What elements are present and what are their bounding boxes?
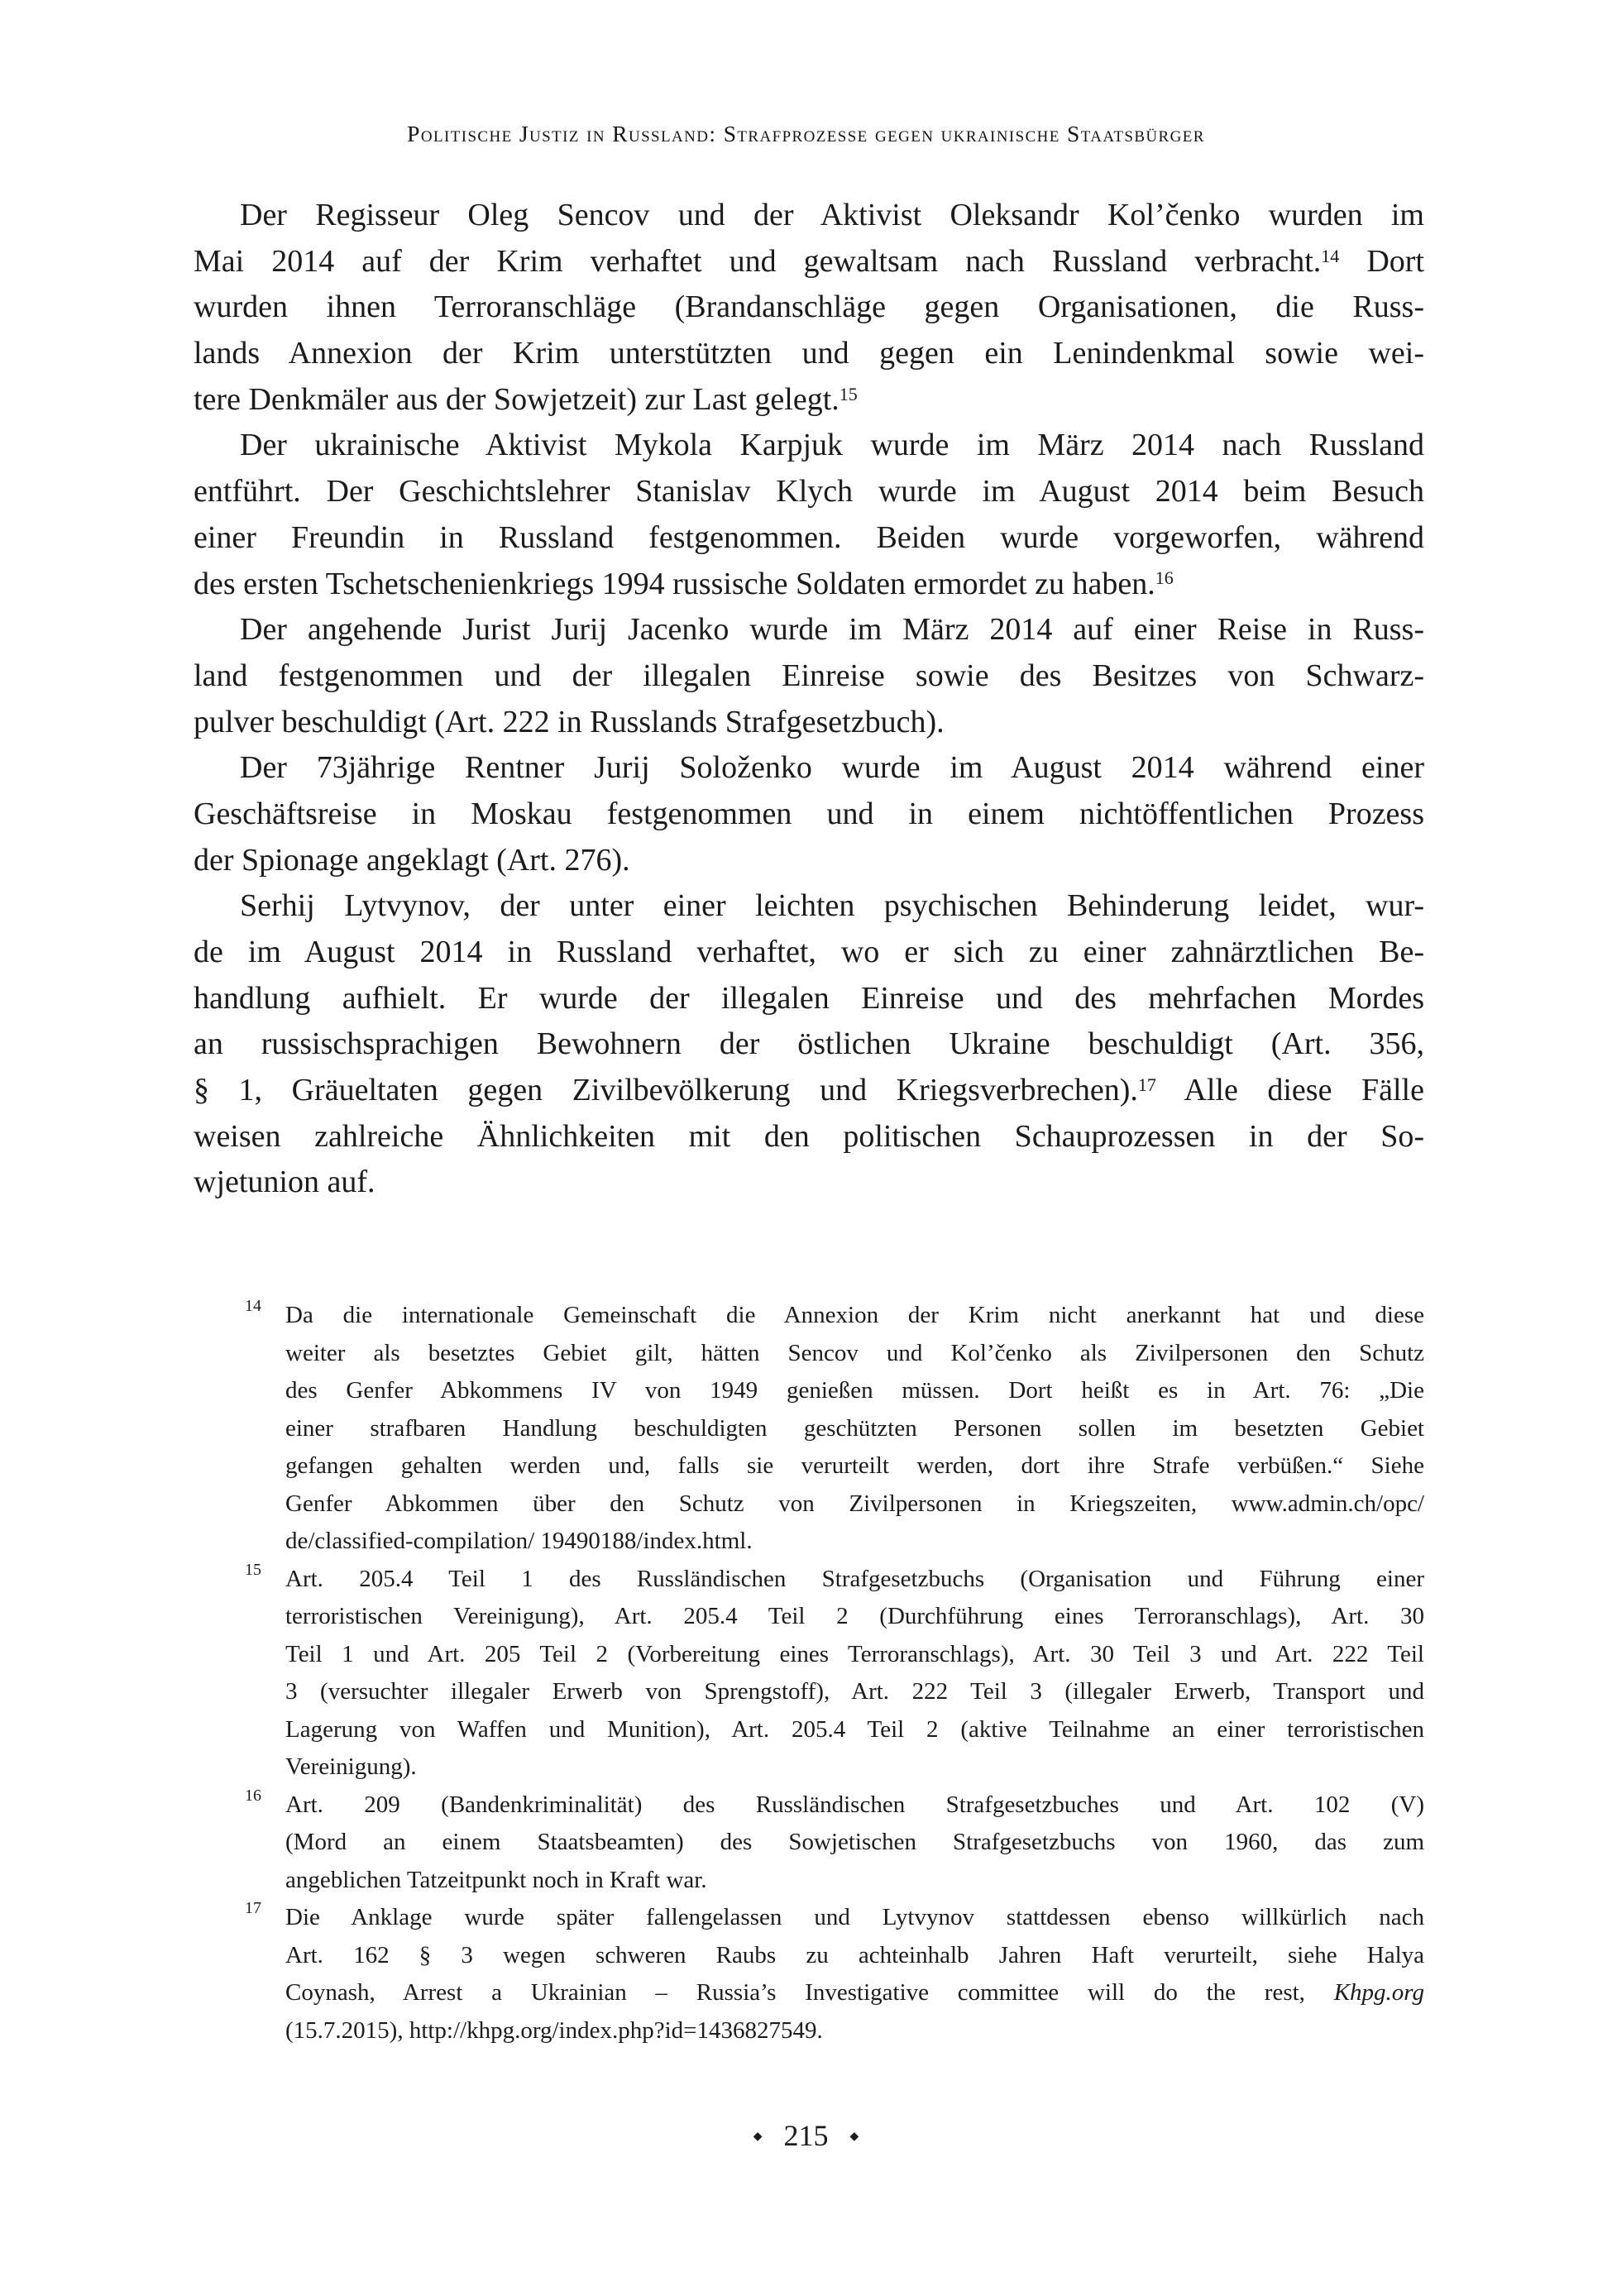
text-segment: einer Freundin in Russland festgenommen. Beiden wurde vorgeworfen, während xyxy=(194,519,1424,555)
footnote-number: 17 xyxy=(245,1899,261,1917)
footnote-line xyxy=(285,1372,1424,1410)
text-segment: des Genfer Abkommens IV von 1949 genießen müssen. Dort heißt es in Art. 76: „Die xyxy=(285,1377,1424,1404)
footnotes xyxy=(245,1297,1424,2050)
paragraph-2 xyxy=(194,423,1424,607)
footnote-line xyxy=(285,1711,1424,1749)
footnote-line xyxy=(285,1862,1424,1900)
text-segment: Art. 209 (Bandenkriminalität) des Russländischen Strafgesetzbuches und Art. 102 (V) xyxy=(285,1791,1424,1818)
text-segment: terroristischen Vereinigung), Art. 205.4 Teil 2 (Durchführung eines Terroranschlags), Art. 30 xyxy=(285,1603,1424,1629)
text-segment: Vereinigung). xyxy=(285,1753,417,1780)
text-segment: Der 73jährige Rentner Jurij Soloženko wurde im August 2014 während einer xyxy=(240,750,1424,786)
body-line xyxy=(194,1114,1424,1160)
text-segment: wurden ihnen Terroranschläge (Brandanschläge gegen Organisationen, die Russ- xyxy=(194,289,1424,325)
body-line xyxy=(194,883,1424,930)
paragraph-4 xyxy=(194,745,1424,883)
text-segment: Teil 1 und Art. 205 Teil 2 (Vorbereitung eines Terroranschlags), Art. 30 Teil 3 und Art. 222 Teil xyxy=(285,1640,1424,1667)
body-line xyxy=(194,1068,1424,1114)
footnote-number: 16 xyxy=(245,1786,261,1805)
body-line xyxy=(194,1021,1424,1068)
text-segment: § 1, Gräueltaten gegen Zivilbevölkerung und Kriegsverbrechen). xyxy=(194,1073,1138,1108)
text-segment: angeblichen Tatzeitpunkt noch in Kraft war. xyxy=(285,1866,707,1893)
text-segment: land festgenommen und der illegalen Einreise sowie des Besitzes von Schwarz- xyxy=(194,658,1424,693)
text-segment: an russischsprachigen Bewohnern der östlichen Ukraine beschuldigt (Art. 356, xyxy=(194,1026,1424,1062)
footnote-line xyxy=(285,2012,1424,2050)
text-segment: entführt. Der Geschichtslehrer Stanislav Klych wurde im August 2014 beim Besuch xyxy=(194,474,1424,509)
text-segment: Art. 205.4 Teil 1 des Russländischen Strafgesetzbuchs (Organisation und Führung einer xyxy=(285,1565,1424,1592)
footnote-15 xyxy=(245,1560,1424,1787)
body-line xyxy=(194,469,1424,515)
text-segment: des ersten Tschetschenienkriegs 1994 russische Soldaten ermordet zu haben. xyxy=(194,566,1155,601)
text-segment: 3 (versuchter illegaler Erwerb von Sprengstoff), Art. 222 Teil 3 (illegaler Erwerb, Transport und xyxy=(285,1678,1424,1705)
text-segment: Alle diese Fälle xyxy=(1155,1073,1424,1108)
footnote-line xyxy=(285,1673,1424,1711)
footnote-marker: 16 xyxy=(1155,567,1174,589)
paragraph-3 xyxy=(194,607,1424,745)
body-line xyxy=(194,331,1424,377)
text-segment: Art. 162 § 3 wegen schweren Raubs zu achteinhalb Jahren Haft verurteilt, siehe Halya xyxy=(285,1941,1424,1968)
text-segment: Coynash, Arrest a Ukrainian – Russia’s Investigative committee will do the rest, xyxy=(285,1979,1334,2006)
text-segment: weisen zahlreiche Ähnlichkeiten mit den politischen Schauprozessen in der So- xyxy=(194,1118,1424,1154)
footnote-line xyxy=(285,1636,1424,1674)
footnote-line xyxy=(285,1787,1424,1825)
text-segment: Serhij Lytvynov, der unter einer leichten psychischen Behinderung leidet, wur- xyxy=(240,888,1424,924)
text-segment: Die Anklage wurde später fallengelassen und Lytvynov stattdessen ebenso willkürlich nach xyxy=(285,1904,1424,1930)
body-line xyxy=(194,515,1424,562)
footnote-17 xyxy=(245,1899,1424,2050)
body-line xyxy=(194,239,1424,285)
footnote-marker: 17 xyxy=(1137,1074,1156,1096)
footnote-line xyxy=(285,1748,1424,1787)
footnote-14 xyxy=(245,1297,1424,1561)
body-line xyxy=(194,930,1424,976)
text-segment: Genfer Abkommen über den Schutz von Zivilpersonen in Kriegszeiten, www.admin.ch/opc/ xyxy=(285,1490,1424,1517)
footnote-marker: 14 xyxy=(1321,245,1340,266)
diamond-icon: ◆ xyxy=(849,2131,859,2143)
footnote-line xyxy=(285,1937,1424,1975)
body-line xyxy=(194,745,1424,792)
footnote-line xyxy=(285,1974,1424,2012)
body-line xyxy=(194,976,1424,1022)
footnote-16 xyxy=(245,1786,1424,1900)
text-segment: pulver beschuldigt (Art. 222 in Russlands Strafgesetzbuch). xyxy=(194,704,945,739)
footnote-marker: 15 xyxy=(839,383,858,404)
text-segment: Da die internationale Gemeinschaft die Annexion der Krim nicht anerkannt hat und diese xyxy=(285,1302,1424,1328)
running-header: Politische Justiz in Russland: Strafprozesse gegen ukrainische Staatsbürger xyxy=(407,121,1205,146)
text-segment: einer strafbaren Handlung beschuldigten geschützten Personen sollen im besetzten Gebiet xyxy=(285,1414,1424,1442)
text-segment: Der ukrainische Aktivist Mykola Karpjuk wurde im März 2014 nach Russland xyxy=(240,428,1424,463)
page-number-row xyxy=(0,2117,1612,2161)
footnote-line xyxy=(285,1297,1424,1335)
text-segment: gefangen gehalten werden und, falls sie verurteilt werden, dort ihre Strafe verbüßen.“ Siehe xyxy=(285,1452,1424,1479)
page-number: 215 xyxy=(783,2119,829,2152)
body-line xyxy=(194,653,1424,700)
text-segment: der Spionage angeklagt (Art. 276). xyxy=(194,842,630,878)
text-segment: Mai 2014 auf der Krim verhaftet und gewaltsam nach Russland verbracht. xyxy=(194,243,1322,279)
paragraph-1 xyxy=(194,193,1424,423)
text-segment: weiter als besetztes Gebiet gilt, hätten Sencov und Kol’čenko als Zivilpersonen den Schutz xyxy=(285,1339,1424,1366)
body-text xyxy=(194,193,1424,1206)
body-line xyxy=(194,193,1424,239)
footnote-line xyxy=(285,1447,1424,1485)
italic-text: Khpg.org xyxy=(1333,1979,1424,2006)
body-line xyxy=(194,700,1424,746)
footnote-line xyxy=(285,1485,1424,1523)
body-line xyxy=(194,838,1424,884)
text-segment: Geschäftsreise in Moskau festgenommen und in einem nichtöffentlichen Prozess xyxy=(194,796,1424,831)
body-line xyxy=(194,607,1424,653)
text-segment: lands Annexion der Krim unterstützten und gegen ein Lenindenkmal sowie wei- xyxy=(194,336,1424,371)
text-segment: de/classified-compilation/ 19490188/index.html. xyxy=(285,1528,753,1554)
diamond-icon: ◆ xyxy=(753,2131,763,2143)
footnote-line xyxy=(285,1523,1424,1561)
body-line xyxy=(194,377,1424,423)
body-line xyxy=(194,285,1424,331)
footnote-line xyxy=(285,1335,1424,1373)
text-segment: de im August 2014 in Russland verhaftet, wo er sich zu einer zahnärztlichen Be- xyxy=(194,935,1424,969)
body-line xyxy=(194,562,1424,608)
footnote-line xyxy=(285,1410,1424,1448)
footnote-line xyxy=(285,1899,1424,1937)
body-line xyxy=(194,423,1424,469)
text-segment: Lagerung von Waffen und Munition), Art. 205.4 Teil 2 (aktive Teilnahme an einer terroristischen xyxy=(285,1715,1424,1743)
body-line xyxy=(194,792,1424,838)
text-segment: handlung aufhielt. Er wurde der illegalen Einreise und des mehrfachen Mordes xyxy=(194,980,1424,1016)
text-segment: tere Denkmäler aus der Sowjetzeit) zur Last gelegt. xyxy=(194,381,839,417)
footnote-number: 15 xyxy=(245,1560,261,1579)
footnote-line xyxy=(285,1824,1424,1862)
footnote-line xyxy=(285,1561,1424,1599)
footnote-line xyxy=(285,1598,1424,1636)
text-segment: (15.7.2015), http://khpg.org/index.php?id=1436827549. xyxy=(285,2016,823,2044)
footnote-number: 14 xyxy=(245,1297,261,1315)
text-segment: (Mord an einem Staatsbeamten) des Sowjetischen Strafgesetzbuchs von 1960, das zum xyxy=(285,1829,1424,1855)
body-line xyxy=(194,1160,1424,1206)
text-segment: Der Regisseur Oleg Sencov und der Aktivist Oleksandr Kol’čenko wurden im xyxy=(240,198,1424,232)
text-segment: Dort xyxy=(1339,243,1424,279)
paragraph-5 xyxy=(194,883,1424,1206)
text-segment: Der angehende Jurist Jurij Jacenko wurde im März 2014 auf einer Reise in Russ- xyxy=(240,612,1424,648)
text-segment: wjetunion auf. xyxy=(194,1165,375,1200)
